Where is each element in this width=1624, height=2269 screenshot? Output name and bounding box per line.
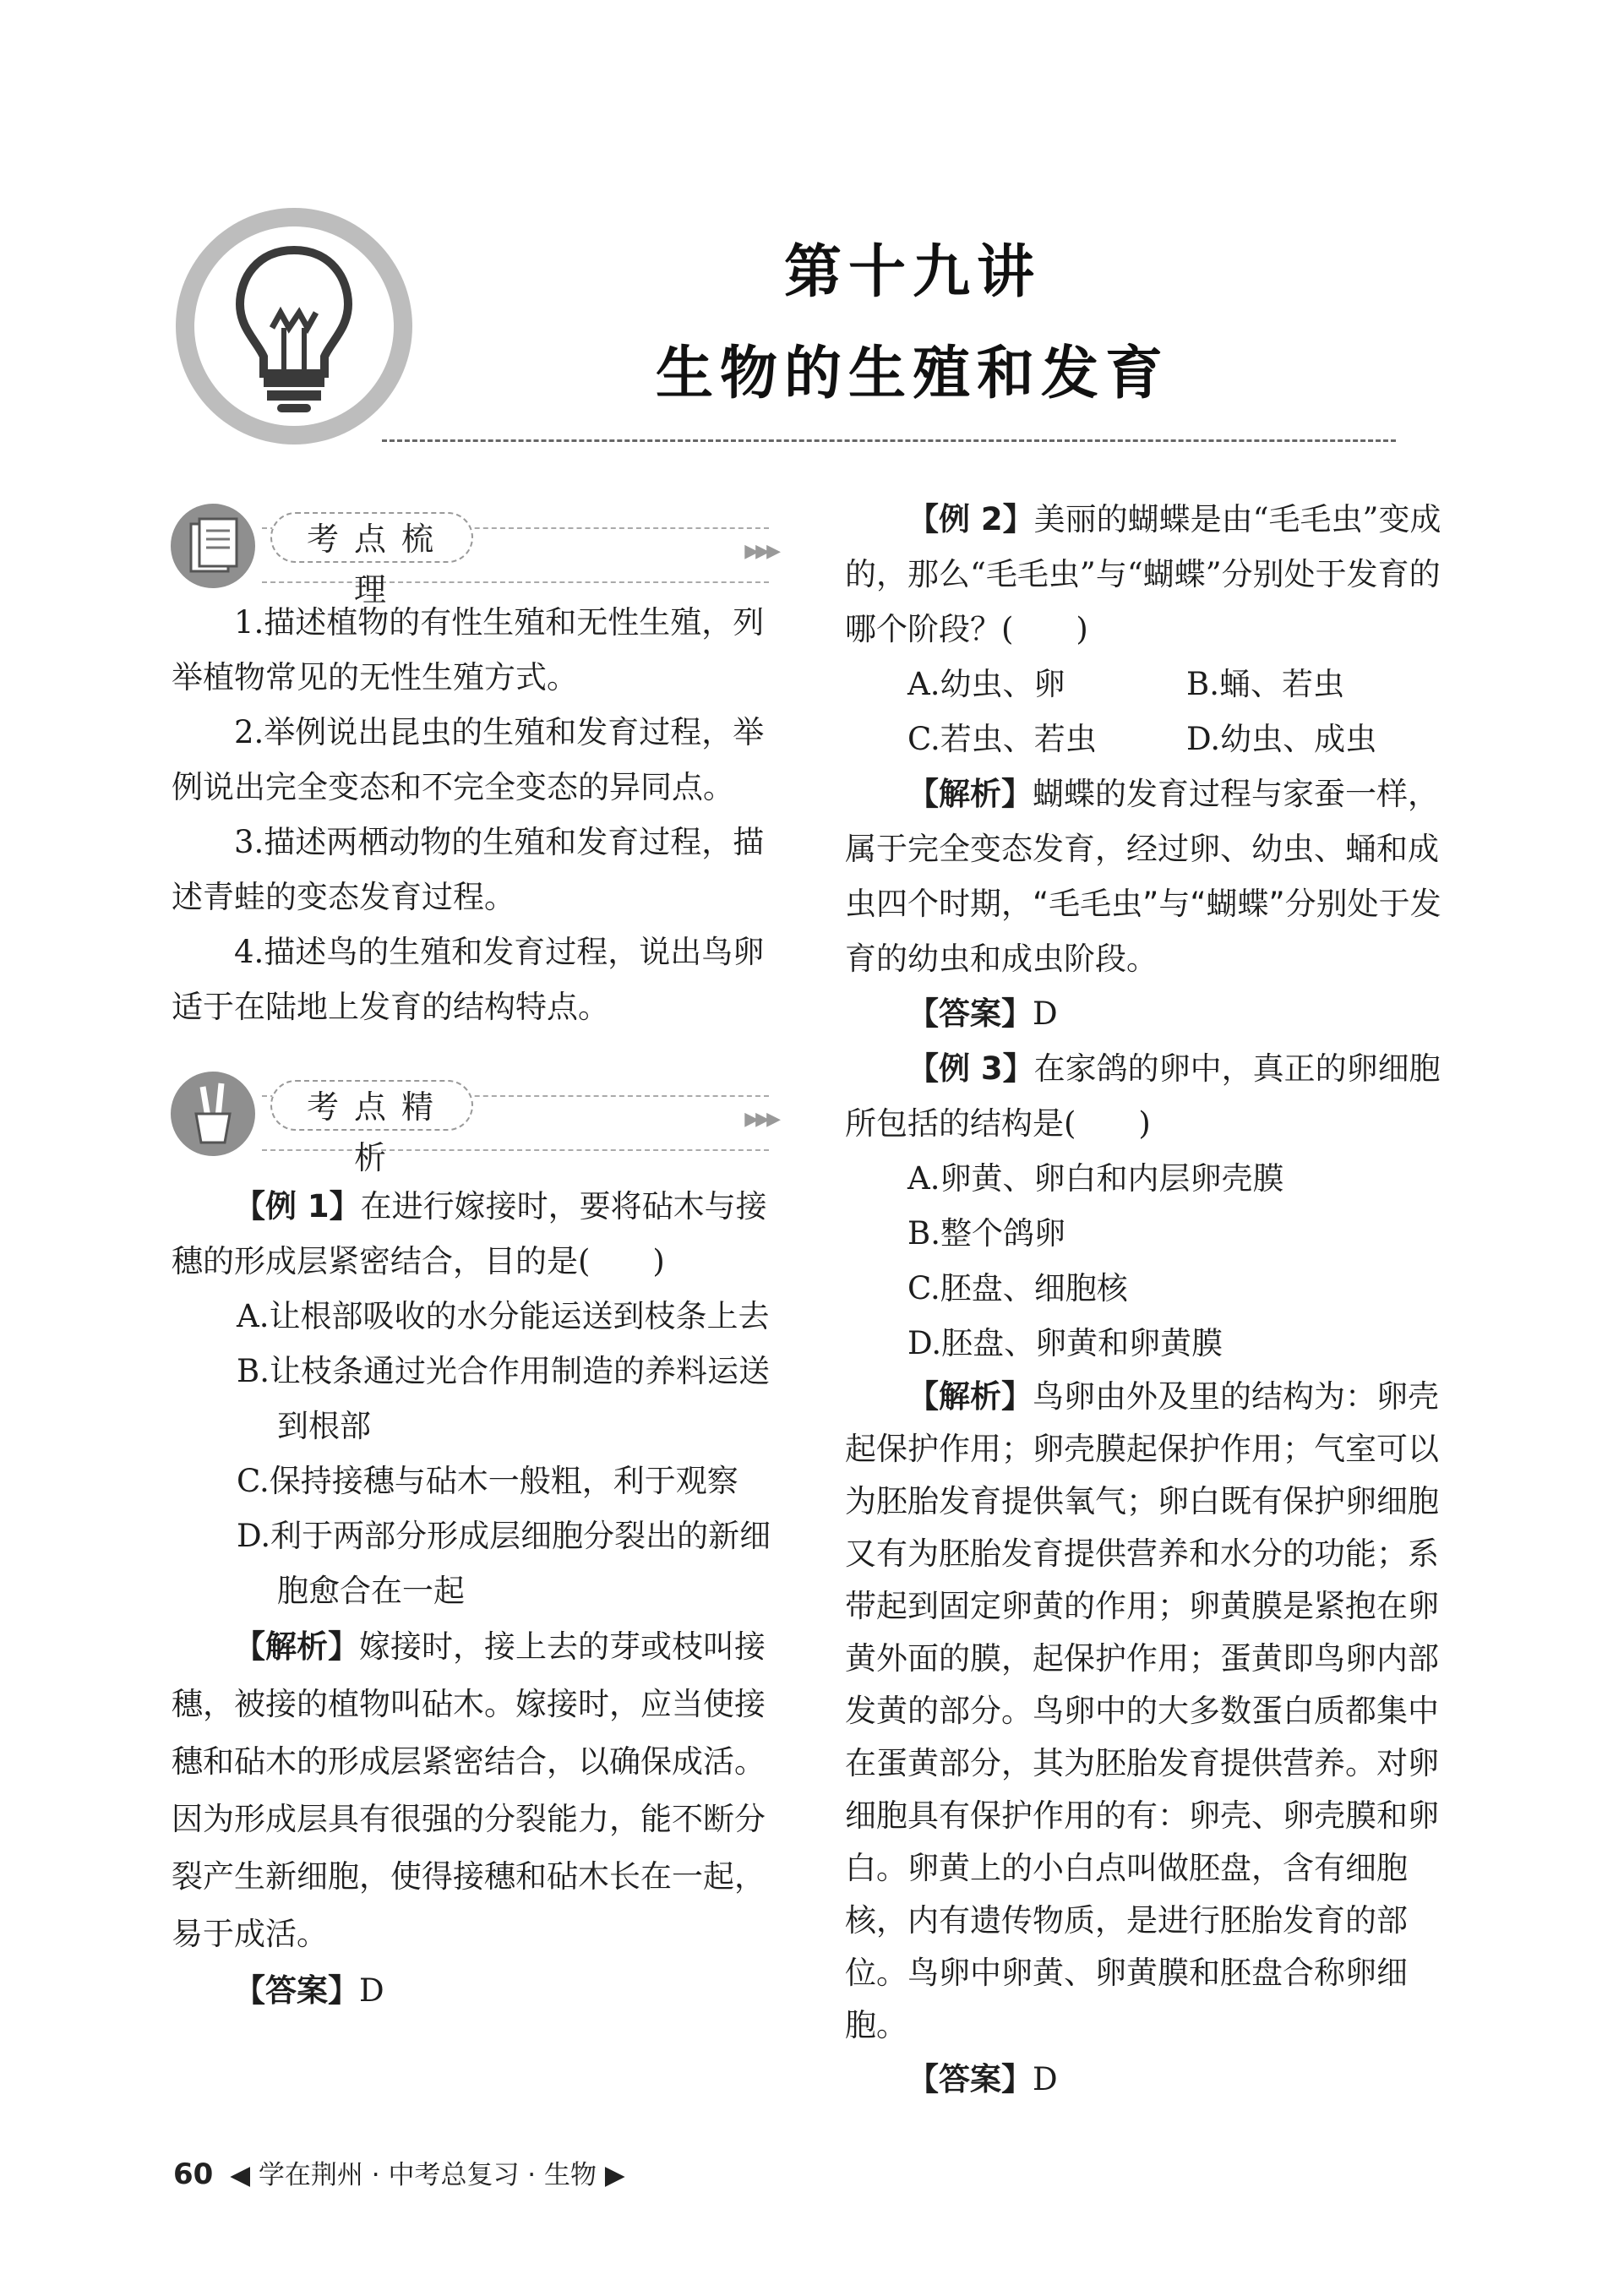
answer-tag: 【答案】 (907, 2061, 1033, 2097)
example-1 (172, 1179, 777, 2018)
objectives-list (172, 595, 777, 1034)
section-title: 考点梳理 (270, 512, 473, 563)
header-divider (382, 439, 1396, 442)
page-number: 60 (173, 2157, 214, 2191)
objective-item: 4.描述鸟的生殖和发育过程，说出鸟卵适于在陆地上发育的结构特点。 (172, 934, 765, 1025)
left-arrow-icon: ◀ (230, 2160, 251, 2190)
right-arrow-icon: ▶ (604, 2160, 625, 2190)
right-column (845, 492, 1453, 2107)
option-d: D.胚盘、卵黄和卵黄膜 (907, 1325, 1223, 1361)
answer-text: D (1033, 2061, 1058, 2097)
answer-text: D (359, 1972, 384, 2009)
analysis-text: 鸟卵由外及里的结构为：卵壳起保护作用；卵壳膜起保护作用；气室可以为胚胎发育提供氧气；卵白既有保护卵细胞又有为胚胎发育提供营养和水分的功能；系带起到固定卵黄的作用；卵黄膜是紧抱在卵黄外面的膜，起保护作用；蛋黄即鸟卵内部发黄的部分。鸟卵中的大多数蛋白质都集中在蛋黄部分，其为胚胎发育提供营养。对卵细胞具有保护作用的有：卵壳、卵壳膜和卵白。卵黄上的小白点叫做胚盘，含有细胞核，内有遗传物质，是进行胚胎发育的部位。鸟卵中卵黄、卵黄膜和胚盘合称卵细胞。 (845, 1378, 1439, 2043)
answer-tag: 【答案】 (907, 995, 1033, 1032)
section-title: 考点精析 (270, 1080, 473, 1131)
section-banner-analysis (169, 1066, 777, 1176)
option-a: A.卵黄、卵白和内层卵壳膜 (907, 1160, 1284, 1197)
option-c: C.胚盘、细胞核 (907, 1270, 1128, 1306)
question-text: 在家鸽的卵中，真正的卵细胞所包括的结构是( ) (845, 1050, 1441, 1142)
option-b: B.蛹、若虫 (1186, 666, 1344, 702)
objective-item: 3.描述两栖动物的生殖和发育过程，描述青蛙的变态发育过程。 (172, 824, 765, 915)
example-tag: 【例 3】 (907, 1050, 1034, 1087)
banner-arrows: ▶▶▶ (744, 541, 777, 562)
page-footer (173, 2153, 625, 2191)
analysis-tag: 【解析】 (234, 1628, 359, 1665)
question-text: 美丽的蝴蝶是由“毛毛虫”变成的，那么“毛毛虫”与“蝴蝶”分别处于发育的哪个阶段？( ) (845, 501, 1441, 647)
lightbulb-icon (169, 201, 419, 451)
option-b: B.让枝条通过光合作用制造的养料运送到根部 (237, 1353, 770, 1444)
analysis-tag: 【解析】 (907, 1378, 1033, 1415)
documents-icon (169, 502, 257, 590)
book-title: 学在荆州 · 中考总复习 · 生物 (258, 2160, 597, 2190)
answer-text: D (1033, 995, 1058, 1032)
section-banner-syllabus (169, 499, 777, 608)
answer-tag: 【答案】 (234, 1972, 359, 2009)
option-c: C.若虫、若虫 (907, 721, 1097, 757)
banner-arrows: ▶▶▶ (744, 1109, 777, 1130)
analysis-tag: 【解析】 (907, 776, 1033, 812)
lightbulb-logo (169, 201, 419, 451)
option-c: C.保持接穗与砧木一般粗，利于观察 (237, 1463, 738, 1499)
objective-item: 1.描述植物的有性生殖和无性生殖，列举植物常见的无性生殖方式。 (172, 604, 765, 695)
lecture-number: 第十九讲 (783, 239, 1041, 306)
example-tag: 【例 1】 (234, 1188, 361, 1224)
option-b: B.整个鸽卵 (907, 1215, 1065, 1252)
option-a: A.幼虫、卵 (907, 666, 1065, 702)
options-grid (845, 657, 1453, 766)
option-a: A.让根部吸收的水分能运送到枝条上去 (237, 1298, 770, 1334)
page-title: 生物的生殖和发育 (655, 341, 1169, 407)
analysis-text: 嫁接时，接上去的芽或枝叫接穗，被接的植物叫砧木。嫁接时，应当使接穗和砧木的形成层紧密结合，以确保成活。因为形成层具有很强的分裂能力，能不断分裂产生新细胞，使得接穗和砧木长在一起，易于成活。 (172, 1628, 766, 1952)
question-text: 在进行嫁接时，要将砧木与接穗的形成层紧密结合，目的是( ) (172, 1188, 767, 1279)
objective-item: 2.举例说出昆虫的生殖和发育过程，举例说出完全变态和不完全变态的异同点。 (172, 714, 765, 805)
example-tag: 【例 2】 (907, 501, 1034, 537)
pencil-cup-icon (169, 1070, 257, 1158)
option-d: D.利于两部分形成层细胞分裂出的新细胞愈合在一起 (237, 1518, 771, 1609)
option-d: D.幼虫、成虫 (1186, 721, 1377, 757)
analysis-text: 蝴蝶的发育过程与家蚕一样，属于完全变态发育，经过卵、幼虫、蛹和成虫四个时期，“毛毛虫”与“蝴蝶”分别处于发育的幼虫和成虫阶段。 (845, 776, 1441, 977)
